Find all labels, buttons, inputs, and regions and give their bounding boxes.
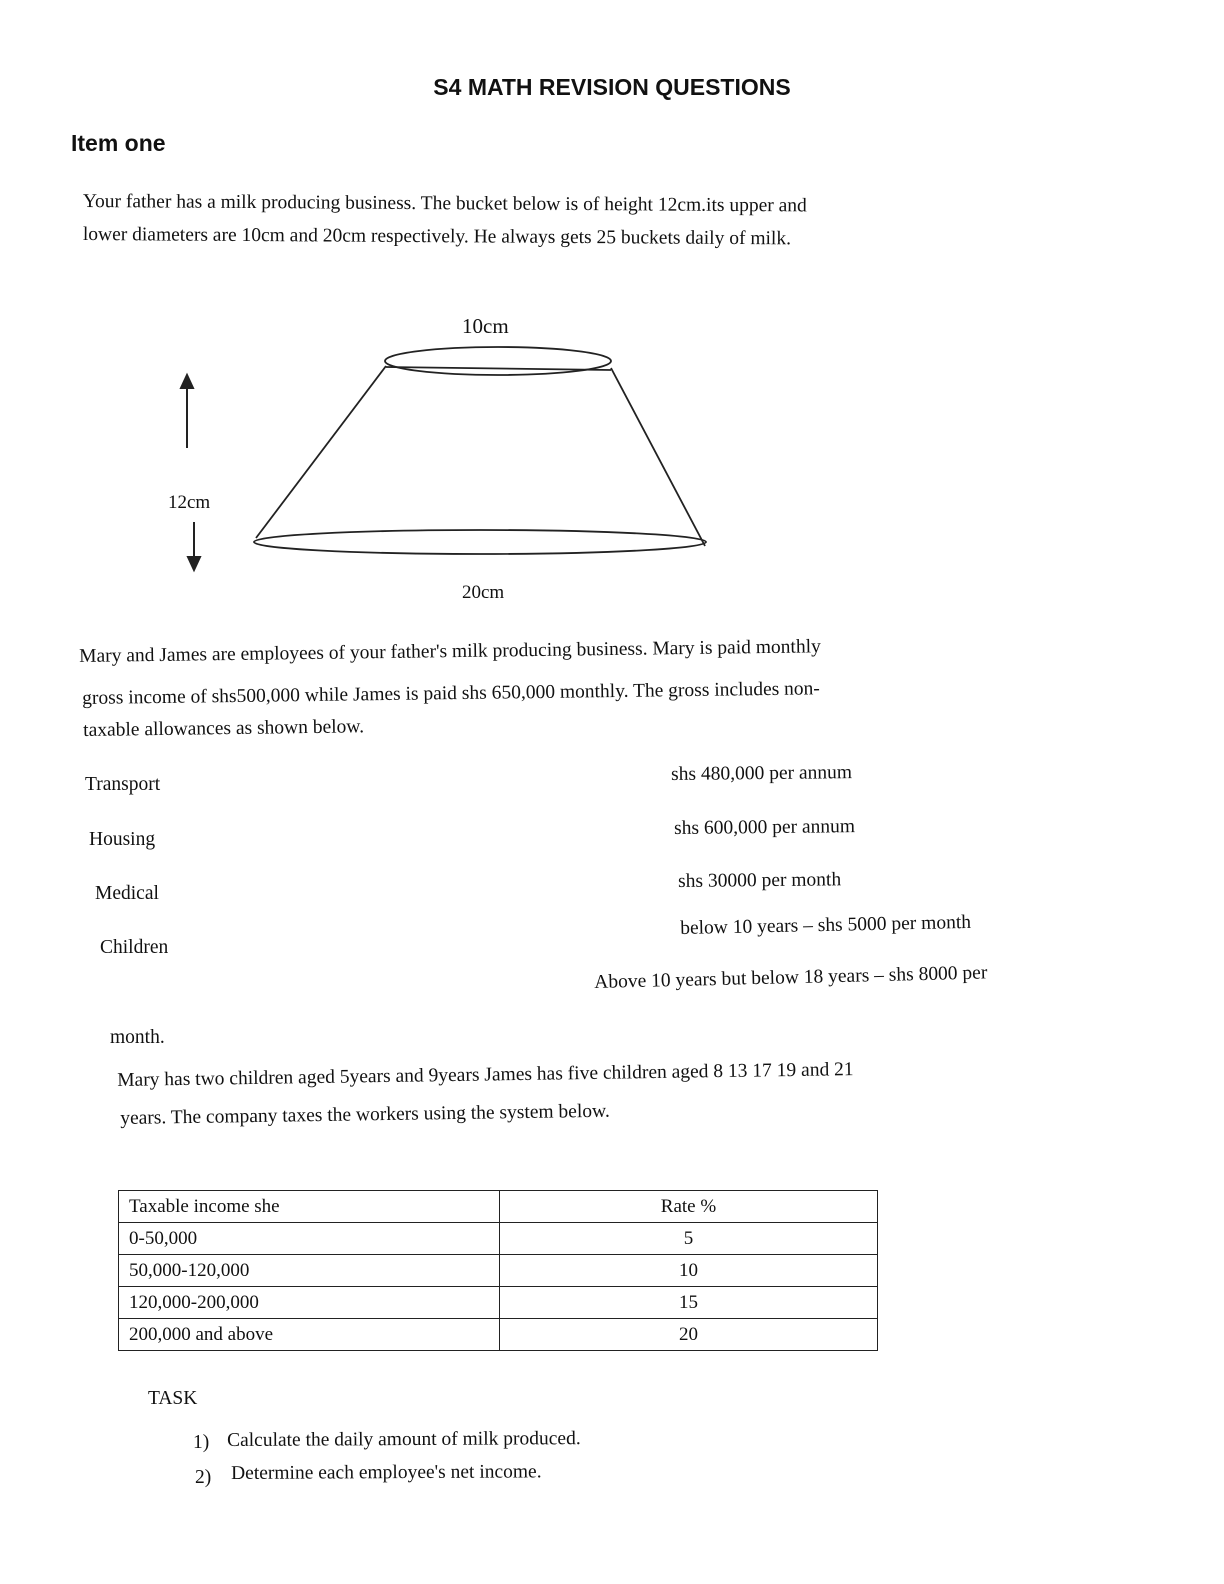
allowance-value: below 10 years – shs 5000 per month — [680, 911, 972, 939]
rate-cell: 15 — [500, 1287, 878, 1319]
height-arrow-up — [181, 375, 193, 448]
children-line-1: Mary has two children aged 5years and 9years James has five children aged 8 13 17 19 and 21 — [117, 1059, 854, 1091]
table-row — [119, 1255, 878, 1287]
bucket-top-ellipse — [385, 347, 611, 375]
rate-cell: 5 — [500, 1223, 878, 1255]
figure-bottom-label: 20cm — [462, 582, 505, 603]
intro-line-2: lower diameters are 10cm and 20cm respectively. He always gets 25 buckets daily of milk. — [82, 223, 792, 250]
height-arrow-down — [188, 522, 200, 570]
bucket-shape — [254, 347, 706, 554]
task-item-text: Calculate the daily amount of milk produced. — [227, 1428, 581, 1451]
task-heading: TASK — [148, 1388, 198, 1409]
bucket-bottom-ellipse — [254, 530, 706, 554]
bucket-top-diameter — [386, 367, 611, 370]
allowance-value: shs 600,000 per annum — [674, 816, 856, 839]
table-header-row — [119, 1191, 878, 1223]
task-item-number: 2) — [195, 1467, 212, 1488]
employees-line-2: gross income of shs500,000 while James is paid shs 650,000 monthly. The gross includes non- — [82, 678, 820, 709]
table-header-cell: Taxable income she — [119, 1191, 500, 1223]
table-header-cell: Rate % — [500, 1191, 878, 1223]
children-allowance-line-1: Above 10 years but below 18 years – shs 8000 per — [594, 962, 988, 993]
table-row — [119, 1223, 878, 1255]
income-band-cell: 50,000-120,000 — [119, 1255, 500, 1287]
item-heading: Item one — [71, 130, 166, 156]
task-item-text: Determine each employee's net income. — [231, 1461, 542, 1484]
income-band-cell: 0-50,000 — [119, 1223, 500, 1255]
children-line-2: years. The company taxes the workers using the system below. — [120, 1100, 610, 1129]
bucket-right-side — [611, 368, 705, 546]
allowance-name: Children — [100, 937, 169, 958]
employees-line-3: taxable allowances as shown below. — [83, 716, 365, 741]
figure-height-label: 12cm — [168, 492, 211, 513]
children-allowance-line-2: month. — [110, 1027, 165, 1048]
rate-cell: 10 — [500, 1255, 878, 1287]
allowance-name: Transport — [85, 774, 161, 795]
rate-cell: 20 — [500, 1319, 878, 1351]
allowance-name: Medical — [95, 883, 159, 904]
allowance-value: shs 480,000 per annum — [671, 762, 853, 785]
income-band-cell: 120,000-200,000 — [119, 1287, 500, 1319]
task-item-number: 1) — [193, 1432, 210, 1453]
allowance-name: Housing — [89, 829, 156, 850]
table-row — [119, 1287, 878, 1319]
allowance-value: shs 30000 per month — [678, 869, 842, 892]
table-row — [119, 1319, 878, 1351]
employees-line-1: Mary and James are employees of your father's milk producing business. Mary is paid monthly — [79, 636, 821, 667]
tax-table — [118, 1190, 878, 1351]
page-title: S4 MATH REVISION QUESTIONS — [433, 74, 791, 100]
figure-top-label: 10cm — [462, 314, 509, 338]
bucket-left-side — [256, 366, 386, 538]
income-band-cell: 200,000 and above — [119, 1319, 500, 1351]
intro-line-1: Your father has a milk producing business. The bucket below is of height 12cm.its upper and — [82, 190, 807, 217]
